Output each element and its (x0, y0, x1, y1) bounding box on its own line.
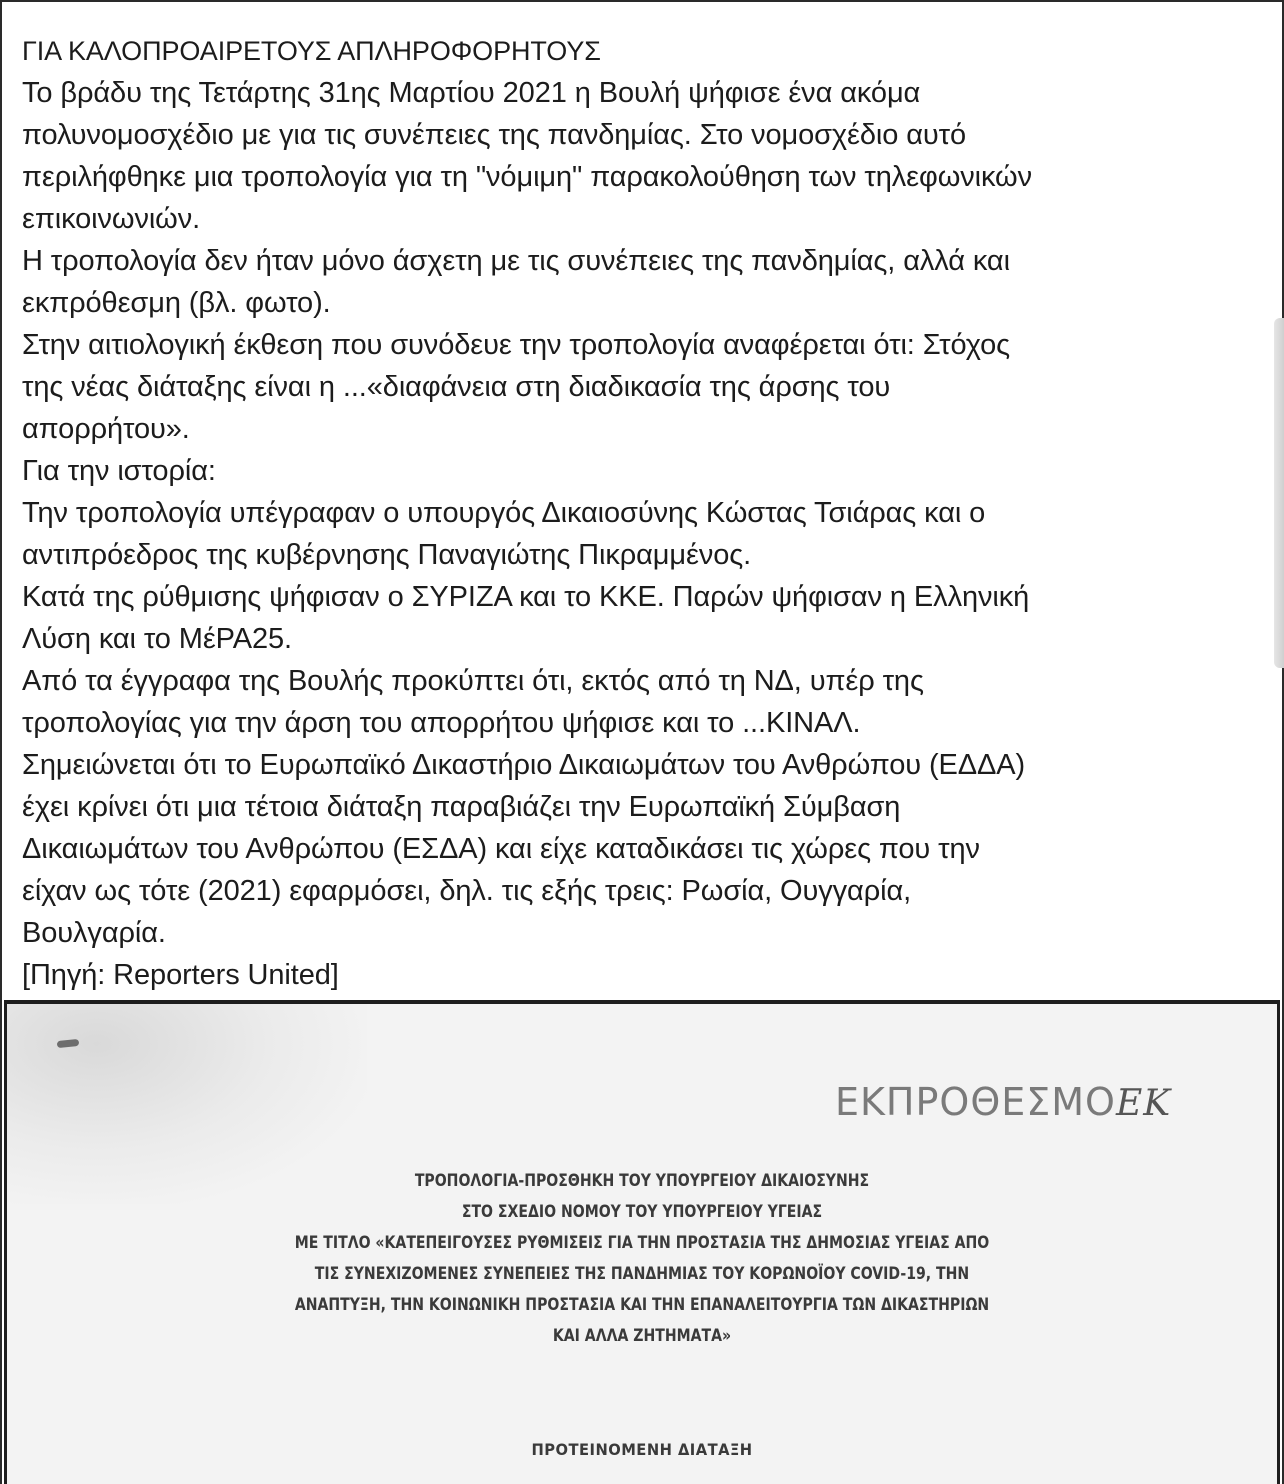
post-line: επικοινωνιών. (22, 203, 201, 235)
post-line: τροπολογίας για την άρση του απορρήτου ψήφισε και το ...ΚΙΝΑΛ. (22, 707, 861, 739)
frame-top-border (0, 0, 1284, 2)
post-source: [Πηγή: Reporters United] (22, 959, 339, 991)
post-heading: ΓΙΑ ΚΑΛΟΠΡΟΑΙΡΕΤΟΥΣ ΑΠΛΗΡΟΦΟΡΗΤΟΥΣ (22, 36, 601, 66)
post-line: Από τα έγγραφα της Βουλής προκύπτει ότι, εκτός από τη ΝΔ, υπέρ της (22, 665, 924, 697)
post-text (22, 30, 1262, 996)
amendment-title (7, 1166, 1277, 1352)
amendment-title-line: ΤΡΟΠΟΛΟΓΙΑ-ΠΡΟΣΘΗΚΗ ΤΟΥ ΥΠΟΥΡΓΕΙΟΥ ΔΙΚΑΙΟΣΥΝΗΣ (414, 1171, 870, 1191)
amendment-title-line: ΤΙΣ ΣΥΝΕΧΙΖΟΜΕΝΕΣ ΣΥΝΕΠΕΙΕΣ ΤΗΣ ΠΑΝΔΗΜΙΑΣ ΤΟΥ ΚΟΡΩΝΟΪΟΥ COVID-19, ΤΗΝ (314, 1264, 970, 1284)
post-line: Σημειώνεται ότι το Ευρωπαϊκό Δικαστήριο Δικαιωμάτων του Ανθρώπου (ΕΔΔΑ) (22, 749, 1026, 781)
scrollbar[interactable] (1274, 318, 1284, 668)
stamp-handwritten-text: ΕΚ (1115, 1083, 1172, 1124)
post-line: αντιπρόεδρος της κυβέρνησης Παναγιώτης Πικραμμένος. (22, 539, 752, 571)
amendment-title-line: ΚΑΙ ΑΛΛΑ ΖΗΤΗΜΑΤΑ» (552, 1326, 732, 1346)
amendment-title-line: ΑΝΑΠΤΥΞΗ, ΤΗΝ ΚΟΙΝΩΝΙΚΗ ΠΡΟΣΤΑΣΙΑ ΚΑΙ ΤΗΝ ΕΠΑΝΑΛΕΙΤΟΥΡΓΙΑ ΤΩΝ ΔΙΚΑΣΤΗΡΙΩΝ (294, 1295, 990, 1315)
proposed-provision-heading: ΠΡΟΤΕΙΝΟΜΕΝΗ ΔΙΑΤΑΞΗ (531, 1440, 753, 1459)
post-line: Κατά της ρύθμισης ψήφισαν ο ΣΥΡΙΖΑ και το ΚΚΕ. Παρών ψήφισαν η Ελληνική (22, 581, 1030, 613)
post-line: εκπρόθεσμη (βλ. φωτο). (22, 287, 331, 319)
amendment-title-line: ΜΕ ΤΙΤΛΟ «ΚΑΤΕΠΕΙΓΟΥΣΕΣ ΡΥΘΜΙΣΕΙΣ ΓΙΑ ΤΗΝ ΠΡΟΣΤΑΣΙΑ ΤΗΣ ΔΗΜΟΣΙΑΣ ΥΓΕΙΑΣ ΑΠΟ (294, 1233, 990, 1253)
late-submission-stamp (835, 1080, 1171, 1124)
post-line: Για την ιστορία: (22, 455, 216, 487)
post-line: της νέας διάταξης είναι η ...«διαφάνεια στη διαδικασία της άρσης του (22, 371, 891, 403)
post-line: πολυνομοσχέδιο με για τις συνέπειες της πανδημίας. Στο νομοσχέδιο αυτό (22, 119, 967, 151)
post-line: είχαν ως τότε (2021) εφαρμόσει, δηλ. τις εξής τρεις: Ρωσία, Ουγγαρία, (22, 875, 912, 907)
post-line: Το βράδυ της Τετάρτης 31ης Μαρτίου 2021 η Βουλή ψήφισε ένα ακόμα (22, 77, 921, 109)
post-line: Βουλγαρία. (22, 917, 166, 949)
post-line: Στην αιτιολογική έκθεση που συνόδευε την τροπολογία αναφέρεται ότι: Στόχος (22, 329, 1011, 361)
post-line: Δικαιωμάτων του Ανθρώπου (ΕΣΔΑ) και είχε καταδικάσει τις χώρες που την (22, 833, 980, 865)
post-line: έχει κρίνει ότι μια τέτοια διάταξη παραβιάζει την Ευρωπαϊκή Σύμβαση (22, 791, 901, 823)
post-line: Η τροπολογία δεν ήταν μόνο άσχετη με τις συνέπειες της πανδημίας, αλλά και (22, 245, 1010, 277)
stamp-printed-text: ΕΚΠΡΟΘΕΣΜΟ (835, 1080, 1116, 1124)
post-line: περιλήφθηκε μια τροπολογία για τη "νόμιμη" παρακολούθηση των τηλεφωνικών (22, 161, 1032, 193)
post-line: Λύση και το ΜέΡΑ25. (22, 623, 292, 655)
frame-left-border (0, 0, 2, 1484)
document-photo (4, 1000, 1280, 1484)
post-line: απορρήτου». (22, 413, 190, 445)
amendment-title-line: ΣΤΟ ΣΧΕΔΙΟ ΝΟΜΟΥ ΤΟΥ ΥΠΟΥΡΓΕΙΟΥ ΥΓΕΙΑΣ (461, 1202, 823, 1222)
post-line: Την τροπολογία υπέγραφαν ο υπουργός Δικαιοσύνης Κώστας Τσιάρας και ο (22, 497, 986, 529)
